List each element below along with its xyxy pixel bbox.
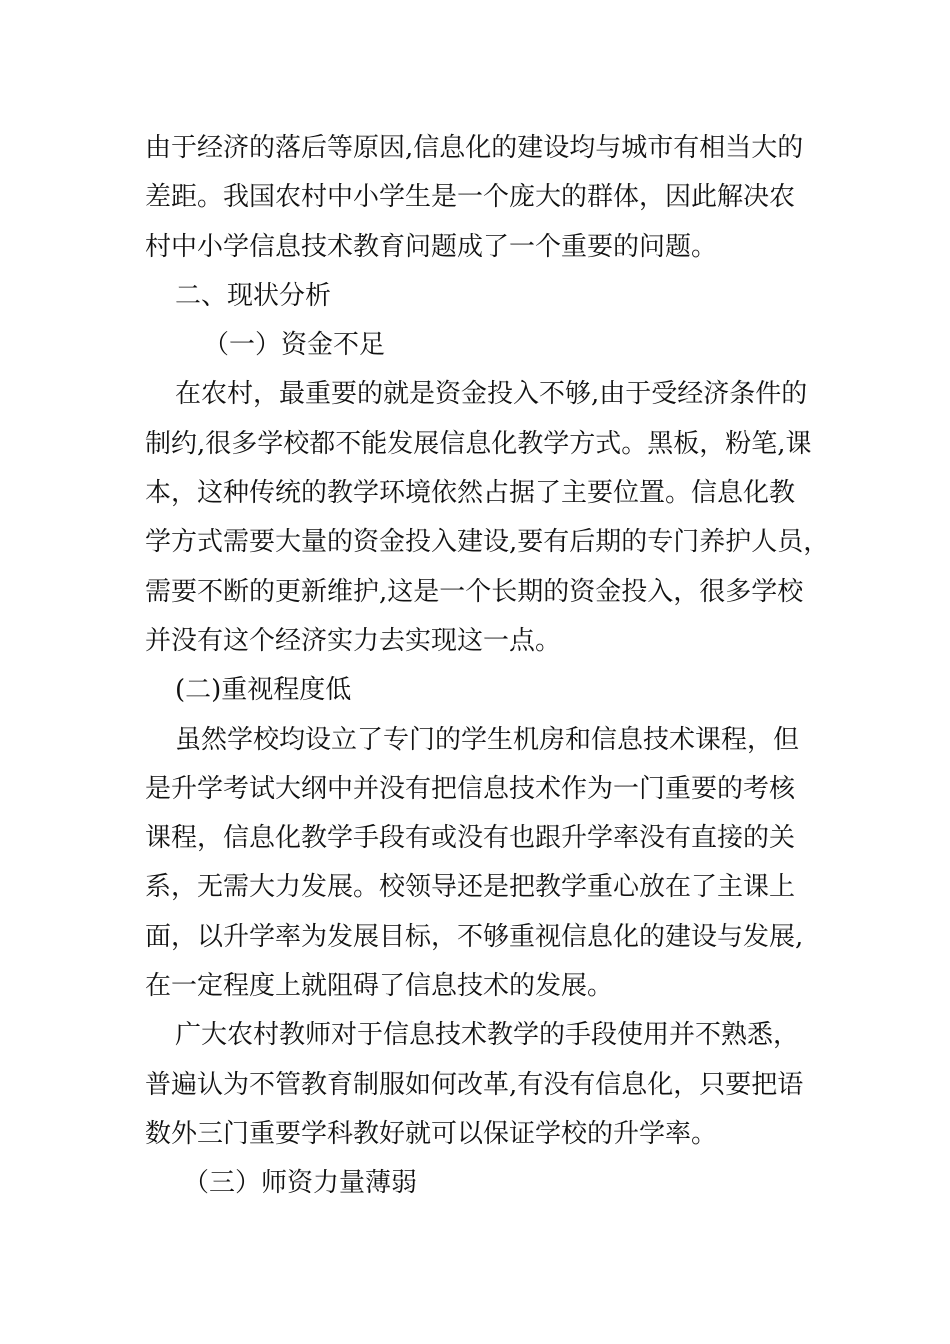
paragraph-line: 学方式需要大量的资金投入建设,要有后期的专门养护人员， [145, 527, 830, 558]
paragraph-line: 面，以升学率为发展目标，不够重视信息化的建设与发展, [145, 921, 804, 952]
paragraph-line: 村中小学信息技术教育问题成了一个重要的问题。 [145, 231, 718, 262]
paragraph-line: 制约,很多学校都不能发展信息化教学方式。黑板，粉笔,课 [145, 428, 812, 459]
subsection-heading: (二)重视程度低 [175, 675, 352, 706]
paragraph-line: 虽然学校均设立了专门的学生机房和信息技术课程，但 [175, 724, 800, 755]
paragraph-line: 是升学考试大纲中并没有把信息技术作为一门重要的考核 [145, 773, 796, 804]
paragraph-line: 需要不断的更新维护,这是一个长期的资金投入，很多学校 [145, 576, 804, 607]
paragraph-line: 在农村，最重要的就是资金投入不够,由于受经济条件的 [175, 379, 808, 410]
paragraph-line: 差距。我国农村中小学生是一个庞大的群体，因此解决农 [145, 182, 796, 213]
subsection-heading: （一）资金不足 [203, 330, 386, 361]
section-heading: 二、现状分析 [175, 280, 332, 311]
paragraph-line: 数外三门重要学科教好就可以保证学校的升学率。 [145, 1118, 718, 1149]
paragraph-line: 课程，信息化教学手段有或没有也跟升学率没有直接的关 [145, 823, 796, 854]
document-body [145, 124, 830, 1209]
subsection-heading: （三）师资力量薄弱 [183, 1168, 418, 1199]
paragraph-line: 普遍认为不管教育制服如何改革,有没有信息化，只要把语 [145, 1069, 804, 1100]
paragraph-line: 并没有这个经济实力去实现这一点。 [145, 625, 562, 656]
paragraph-line: 在一定程度上就阻碍了信息技术的发展。 [145, 971, 614, 1002]
paragraph-line: 由于经济的落后等原因,信息化的建设均与城市有相当大的 [145, 133, 804, 163]
paragraph-line: 广大农村教师对于信息技术教学的手段使用并不熟悉， [175, 1020, 800, 1051]
paragraph-line: 系，无需大力发展。校领导还是把教学重心放在了主课上 [145, 872, 796, 903]
paragraph-line: 本，这种传统的教学环境依然占据了主要位置。信息化教 [145, 478, 796, 509]
